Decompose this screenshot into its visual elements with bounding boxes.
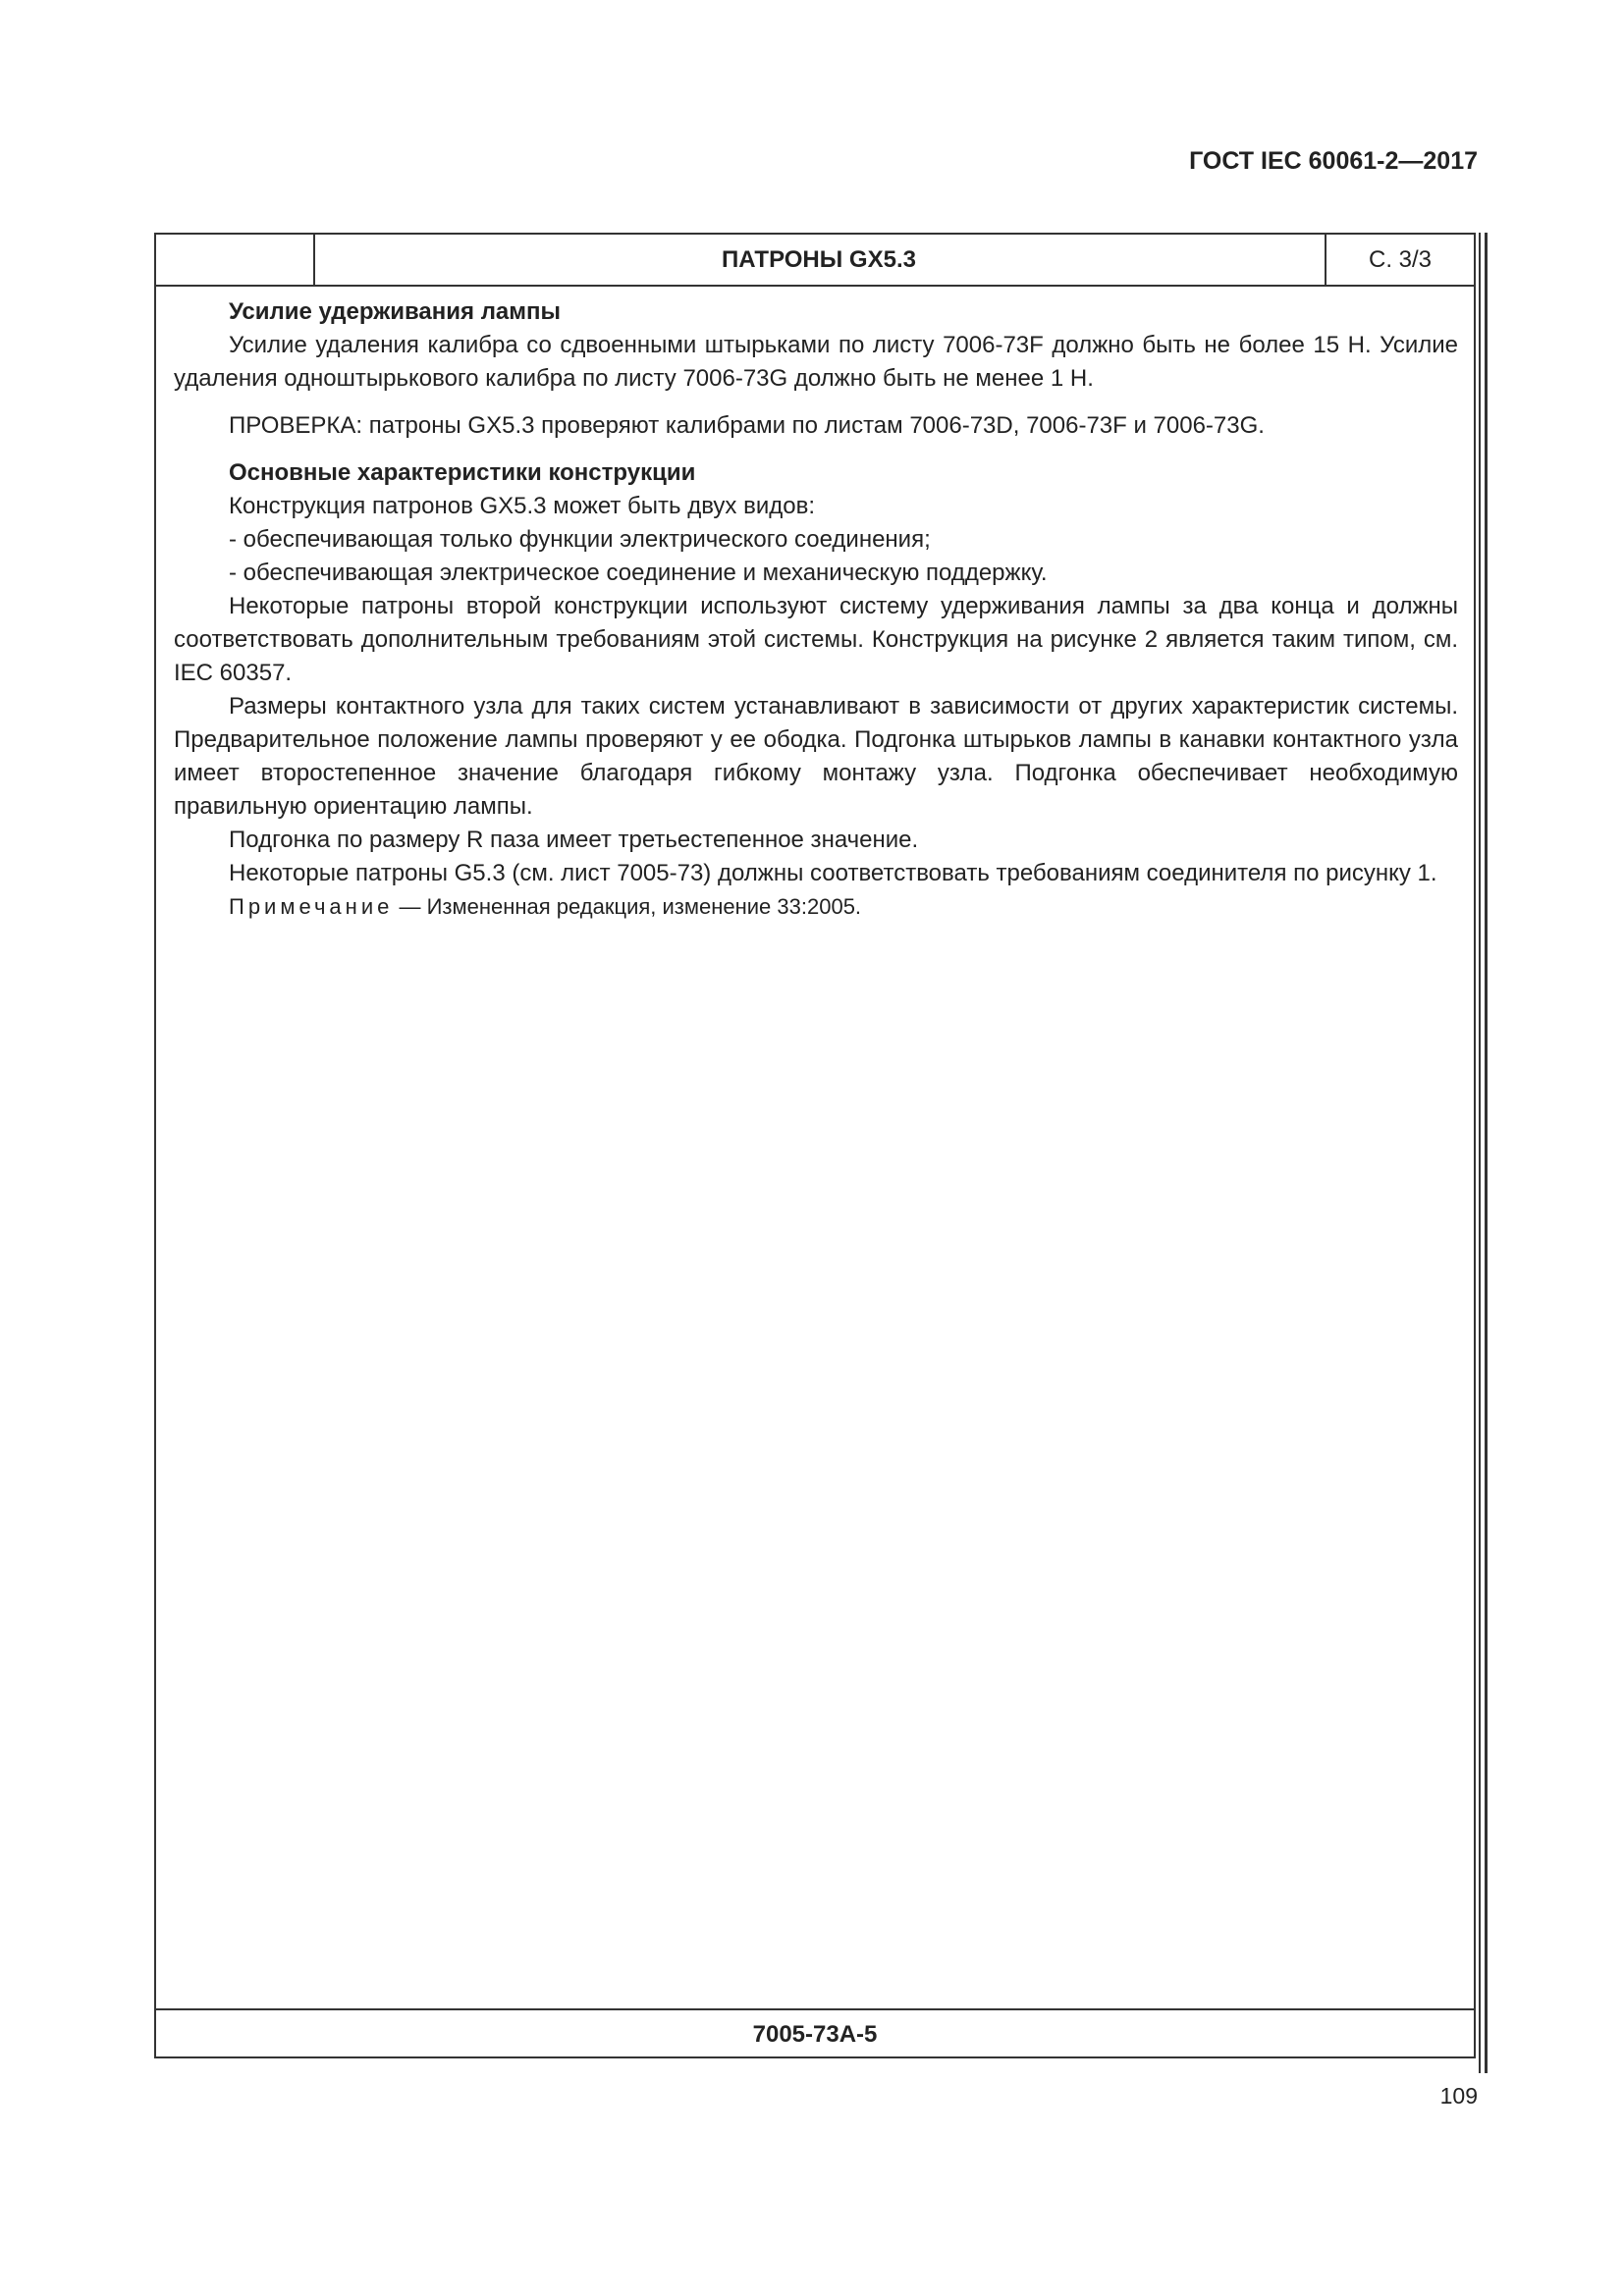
paragraph: Некоторые патроны G5.3 (см. лист 7005-73) должны соответствовать требованиям соединителя по рисунку 1.: [229, 860, 1437, 886]
list-item: - обеспечивающая электрическое соединение и механическую поддержку.: [229, 560, 1048, 586]
frame-double-line-inner: [1479, 233, 1481, 2073]
paragraph: Подгонка по размеру R паза имеет третьестепенное значение.: [229, 827, 919, 853]
check-paragraph: ПРОВЕРКА: патроны GX5.3 проверяют калибрами по листам 7006-73D, 7006-73F и 7006-73G.: [229, 412, 1265, 439]
standard-sheet-frame: [154, 233, 1476, 2058]
sheet-footer-code: 7005-73А-5: [752, 2021, 878, 2048]
page-number: 109: [1439, 2083, 1478, 2109]
note: [174, 890, 1458, 924]
list-item: - обеспечивающая только функции электрического соединения;: [229, 526, 931, 553]
paragraph: Усилие удаления калибра со сдвоенными штырьками по листу 7006-73F должно быть не более 15 Н. Усилие удаления одноштырькового калибра по листу 7006-73G должно быть не менее 1 Н.: [174, 332, 1458, 392]
header-bottom-rule: [156, 285, 1474, 287]
frame-double-line-outer: [1485, 233, 1488, 2073]
note-label: Примечание: [229, 894, 394, 919]
document-code: ГОСТ IEC 60061-2—2017: [1189, 147, 1478, 175]
paragraph: Некоторые патроны второй конструкции используют систему удерживания лампы за два конца и должны соответствовать дополнительным требованиям этой системы. Конструкция на рисунке 2 является таким типом, см. IEC 60357.: [174, 593, 1458, 686]
sheet-content: [174, 295, 1458, 924]
sheet-page-indicator: С. 3/3: [1368, 246, 1433, 273]
section-heading-design: Основные характеристики конструкции: [229, 459, 696, 486]
paragraph: Конструкция патронов GX5.3 может быть двух видов:: [229, 493, 816, 519]
note-text: Измененная редакция, изменение 33:2005.: [426, 894, 862, 919]
paragraph: Размеры контактного узла для таких систем устанавливают в зависимости от других характеристик системы. Предварительное положение лампы проверяют у ее ободка. Подгонка штырьков лампы в канавки контактного узла имеет второстепенное значение благодаря гибкому монтажу узла. Подгонка обеспечивает необходимую правильную ориентацию лампы.: [174, 693, 1458, 820]
note-dash: —: [393, 894, 427, 919]
sheet-title: ПАТРОНЫ GX5.3: [722, 246, 916, 273]
section-heading-retention: Усилие удерживания лампы: [229, 298, 562, 325]
footer-rule: [156, 2008, 1474, 2010]
